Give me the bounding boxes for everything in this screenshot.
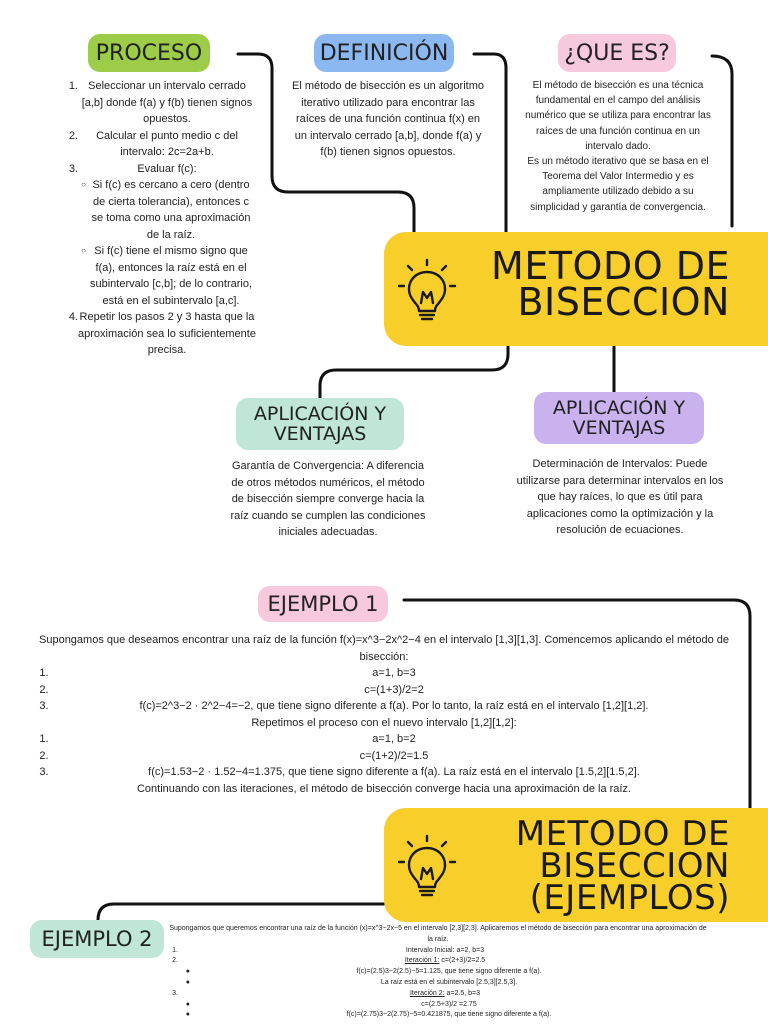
substep-text: f(c)=(2.75)3−2(2.75)−5=0.421875, que tiene signo diferente a f(a). xyxy=(346,1011,552,1019)
step-number: 1. xyxy=(39,667,49,679)
definicion-label: DEFINICIÓN xyxy=(314,34,454,72)
ejemplo2-substep xyxy=(168,978,708,989)
quees-text xyxy=(520,78,716,215)
quees-paragraph-1: El método de bisección es una técnica fundamental en el campo del análisis numérico que se utiliza para encontrar las raíces de una función continua en un intervalo dado. xyxy=(525,80,711,152)
iteration-label: Iteración 1: xyxy=(404,957,440,965)
step-text: f(c)=1.53−2 · 1.52−4=1.375, que tiene signo diferente a f(a). La raíz está en el intervalo [1.5,2][1.5,2]. xyxy=(148,766,640,778)
ejemplo1-step xyxy=(34,731,734,748)
ejemplo2-label: EJEMPLO 2 xyxy=(30,920,164,958)
connector-aplicacion1 xyxy=(320,346,508,400)
step-number: 3. xyxy=(68,162,78,175)
step-text: Repetir los pasos 2 y 3 hasta que la aproximación sea lo suficientemente precisa. xyxy=(78,311,256,356)
step-number: 2. xyxy=(39,683,49,696)
step-number: 3. xyxy=(39,766,49,778)
step-number: 1. xyxy=(172,946,178,954)
ejemplo2-step xyxy=(168,956,708,967)
step-text: Calcular el punto medio c del intervalo: 2c=2a+b. xyxy=(96,129,238,158)
step-text: Evaluar f(c): xyxy=(137,162,197,175)
banner-title-line: BISECCION xyxy=(539,846,730,886)
step-number: 4. xyxy=(68,311,78,323)
iteration-text: c=(2+3)/2=2.5 xyxy=(439,957,486,965)
ejemplo1-conclusion: Continuando con las iteraciones, el método de bisección converge hacia una aproximación de la raíz. xyxy=(136,782,632,795)
proceso-step-1 xyxy=(56,78,256,128)
ejemplo2-content xyxy=(168,924,708,1021)
banner-title-line: METODO DE xyxy=(515,814,730,854)
proceso-step-2 xyxy=(56,128,256,161)
ejemplo2-intro: Supongamos que queremos encontrar una raíz de la función (x)=x^3−2x−5 en el intervalo [2,3][2,3]. Aplicaremos el método de bisección para encontrar una aproximación de la raíz. xyxy=(169,925,707,943)
step-number: 2. xyxy=(68,129,78,142)
proceso-steps xyxy=(56,78,256,359)
ejemplo2-step xyxy=(168,946,708,957)
bullet-icon: ● xyxy=(185,978,190,986)
bullet-icon: ○ xyxy=(81,180,86,189)
pill-line: VENTAJAS xyxy=(273,423,367,445)
proceso-substep-1 xyxy=(56,177,256,243)
ejemplo2-substep xyxy=(168,1010,708,1021)
ejemplo1-intro: Supongamos que deseamos encontrar una raíz de la función f(x)=x^3−2x^2−4 en el intervalo [1,3][1,3]. Comencemos aplicando el método de bisección: xyxy=(39,634,729,663)
ejemplo2-step xyxy=(168,989,708,1000)
ejemplo1-label: EJEMPLO 1 xyxy=(258,586,388,622)
proceso-substep-2 xyxy=(56,243,256,309)
proceso-step-4 xyxy=(56,309,256,359)
step-number: 1. xyxy=(39,733,49,745)
quees-label: ¿QUE ES? xyxy=(558,34,676,72)
bullet-icon: ● xyxy=(185,968,190,976)
substep-text: Si f(c) es cercano a cero (dentro de cierta tolerancia), entonces c se toma como una aproximación de la raíz. xyxy=(91,179,251,241)
banner-title-line: METODO DE xyxy=(491,244,730,288)
substep-text: La raíz está en el subintervalo [2.5,3][2.5,3]. xyxy=(380,978,518,986)
step-text: c=(1+3)/2=2 xyxy=(364,683,424,696)
ejemplo1-step xyxy=(34,682,734,699)
main-title-banner xyxy=(384,232,768,346)
aplicacion-text-1: Garantía de Convergencia: A diferencia de otros métodos numéricos, el método de bisección siempre converge hacia la raíz cuando se cumplen las condiciones iniciales adecuadas. xyxy=(230,460,426,538)
iteration-text: a=2.5, b=3 xyxy=(444,989,481,997)
lightbulb-icon xyxy=(396,830,458,900)
proceso-label: PROCESO xyxy=(88,34,210,72)
proceso-step-3 xyxy=(56,161,256,178)
bullet-icon: ● xyxy=(185,1011,190,1019)
pill-line: VENTAJAS xyxy=(572,417,666,439)
step-number: 3. xyxy=(39,700,49,712)
quees-paragraph-2: Es un método iterativo que se basa en el Teorema del Valor Intermedio y es ampliamente utilizado debido a su simplicidad y garantía de convergencia. xyxy=(527,156,709,213)
banner-title xyxy=(491,244,730,324)
step-text: a=1, b=2 xyxy=(372,733,416,745)
substep-text: f(c)=(2.5)3−2(2.5)−5=1.125, que tiene signo diferente a f(a). xyxy=(356,968,542,976)
lightbulb-icon xyxy=(396,254,458,324)
banner-title xyxy=(515,814,730,918)
ejemplo1-step xyxy=(34,748,734,765)
ejemplo1-repeat: Repetimos el proceso con el nuevo intervalo [1,2][1,2]: xyxy=(251,716,517,729)
step-text: Seleccionar un intervalo cerrado [a,b] donde f(a) y f(b) tienen signos opuestos. xyxy=(81,80,253,125)
step-text xyxy=(182,989,708,1000)
aplicacion-text-2: Determinación de Intervalos: Puede utilizarse para determinar intervalos en los que hay raíces, lo que es útil para aplicaciones como la optimización y la resolución de ecuaciones. xyxy=(516,458,724,536)
ejemplo1-step xyxy=(34,665,734,682)
step-number: 2. xyxy=(39,749,49,762)
step-text: f(c)=2^3−2 · 2^2−4=−2, que tiene signo diferente a f(a). Por lo tanto, la raíz está en el intervalo [1,2][1,2]. xyxy=(139,700,649,712)
step-text: a=1, b=3 xyxy=(372,667,416,679)
ejemplo2-substep xyxy=(168,967,708,978)
examples-title-banner xyxy=(384,808,768,922)
substep-text: c=(2.5+3)/2 =2.75 xyxy=(421,1000,477,1008)
step-number: 2. xyxy=(172,957,178,965)
step-text: Intervalo Inicial: a=2, b=3 xyxy=(405,946,485,954)
iteration-label: Iteración 2: xyxy=(409,989,445,997)
banner-title-line: BISECCION xyxy=(517,280,730,324)
pill-line: APLICACIÓN Y xyxy=(552,397,686,419)
aplicacion-label-2 xyxy=(534,392,704,444)
substep-text: Si f(c) tiene el mismo signo que f(a), entonces la raíz está en el subintervalo [c,b]; de lo contrario, está en el subintervalo [a,c]. xyxy=(89,245,253,307)
banner-title-line: (EJEMPLOS) xyxy=(529,878,730,918)
step-text: c=(1+2)/2=1.5 xyxy=(359,749,429,762)
bullet-icon: ○ xyxy=(81,246,86,255)
step-number: 1. xyxy=(68,80,78,92)
ejemplo1-step xyxy=(34,698,734,715)
step-text xyxy=(182,956,708,967)
ejemplo1-content xyxy=(34,632,734,797)
pill-line: APLICACIÓN Y xyxy=(253,403,387,425)
ejemplo1-step xyxy=(34,764,734,781)
definicion-text: El método de bisección es un algoritmo iterativo utilizado para encontrar las raíces de una función continua f(x) en un intervalo cerrado [a,b], donde f(a) y f(b) tienen signos opuestos. xyxy=(292,80,484,158)
aplicacion-label-1 xyxy=(236,398,404,450)
ejemplo2-substep xyxy=(168,1000,708,1011)
bullet-icon: ● xyxy=(185,1000,190,1008)
step-number: 3. xyxy=(172,989,178,997)
